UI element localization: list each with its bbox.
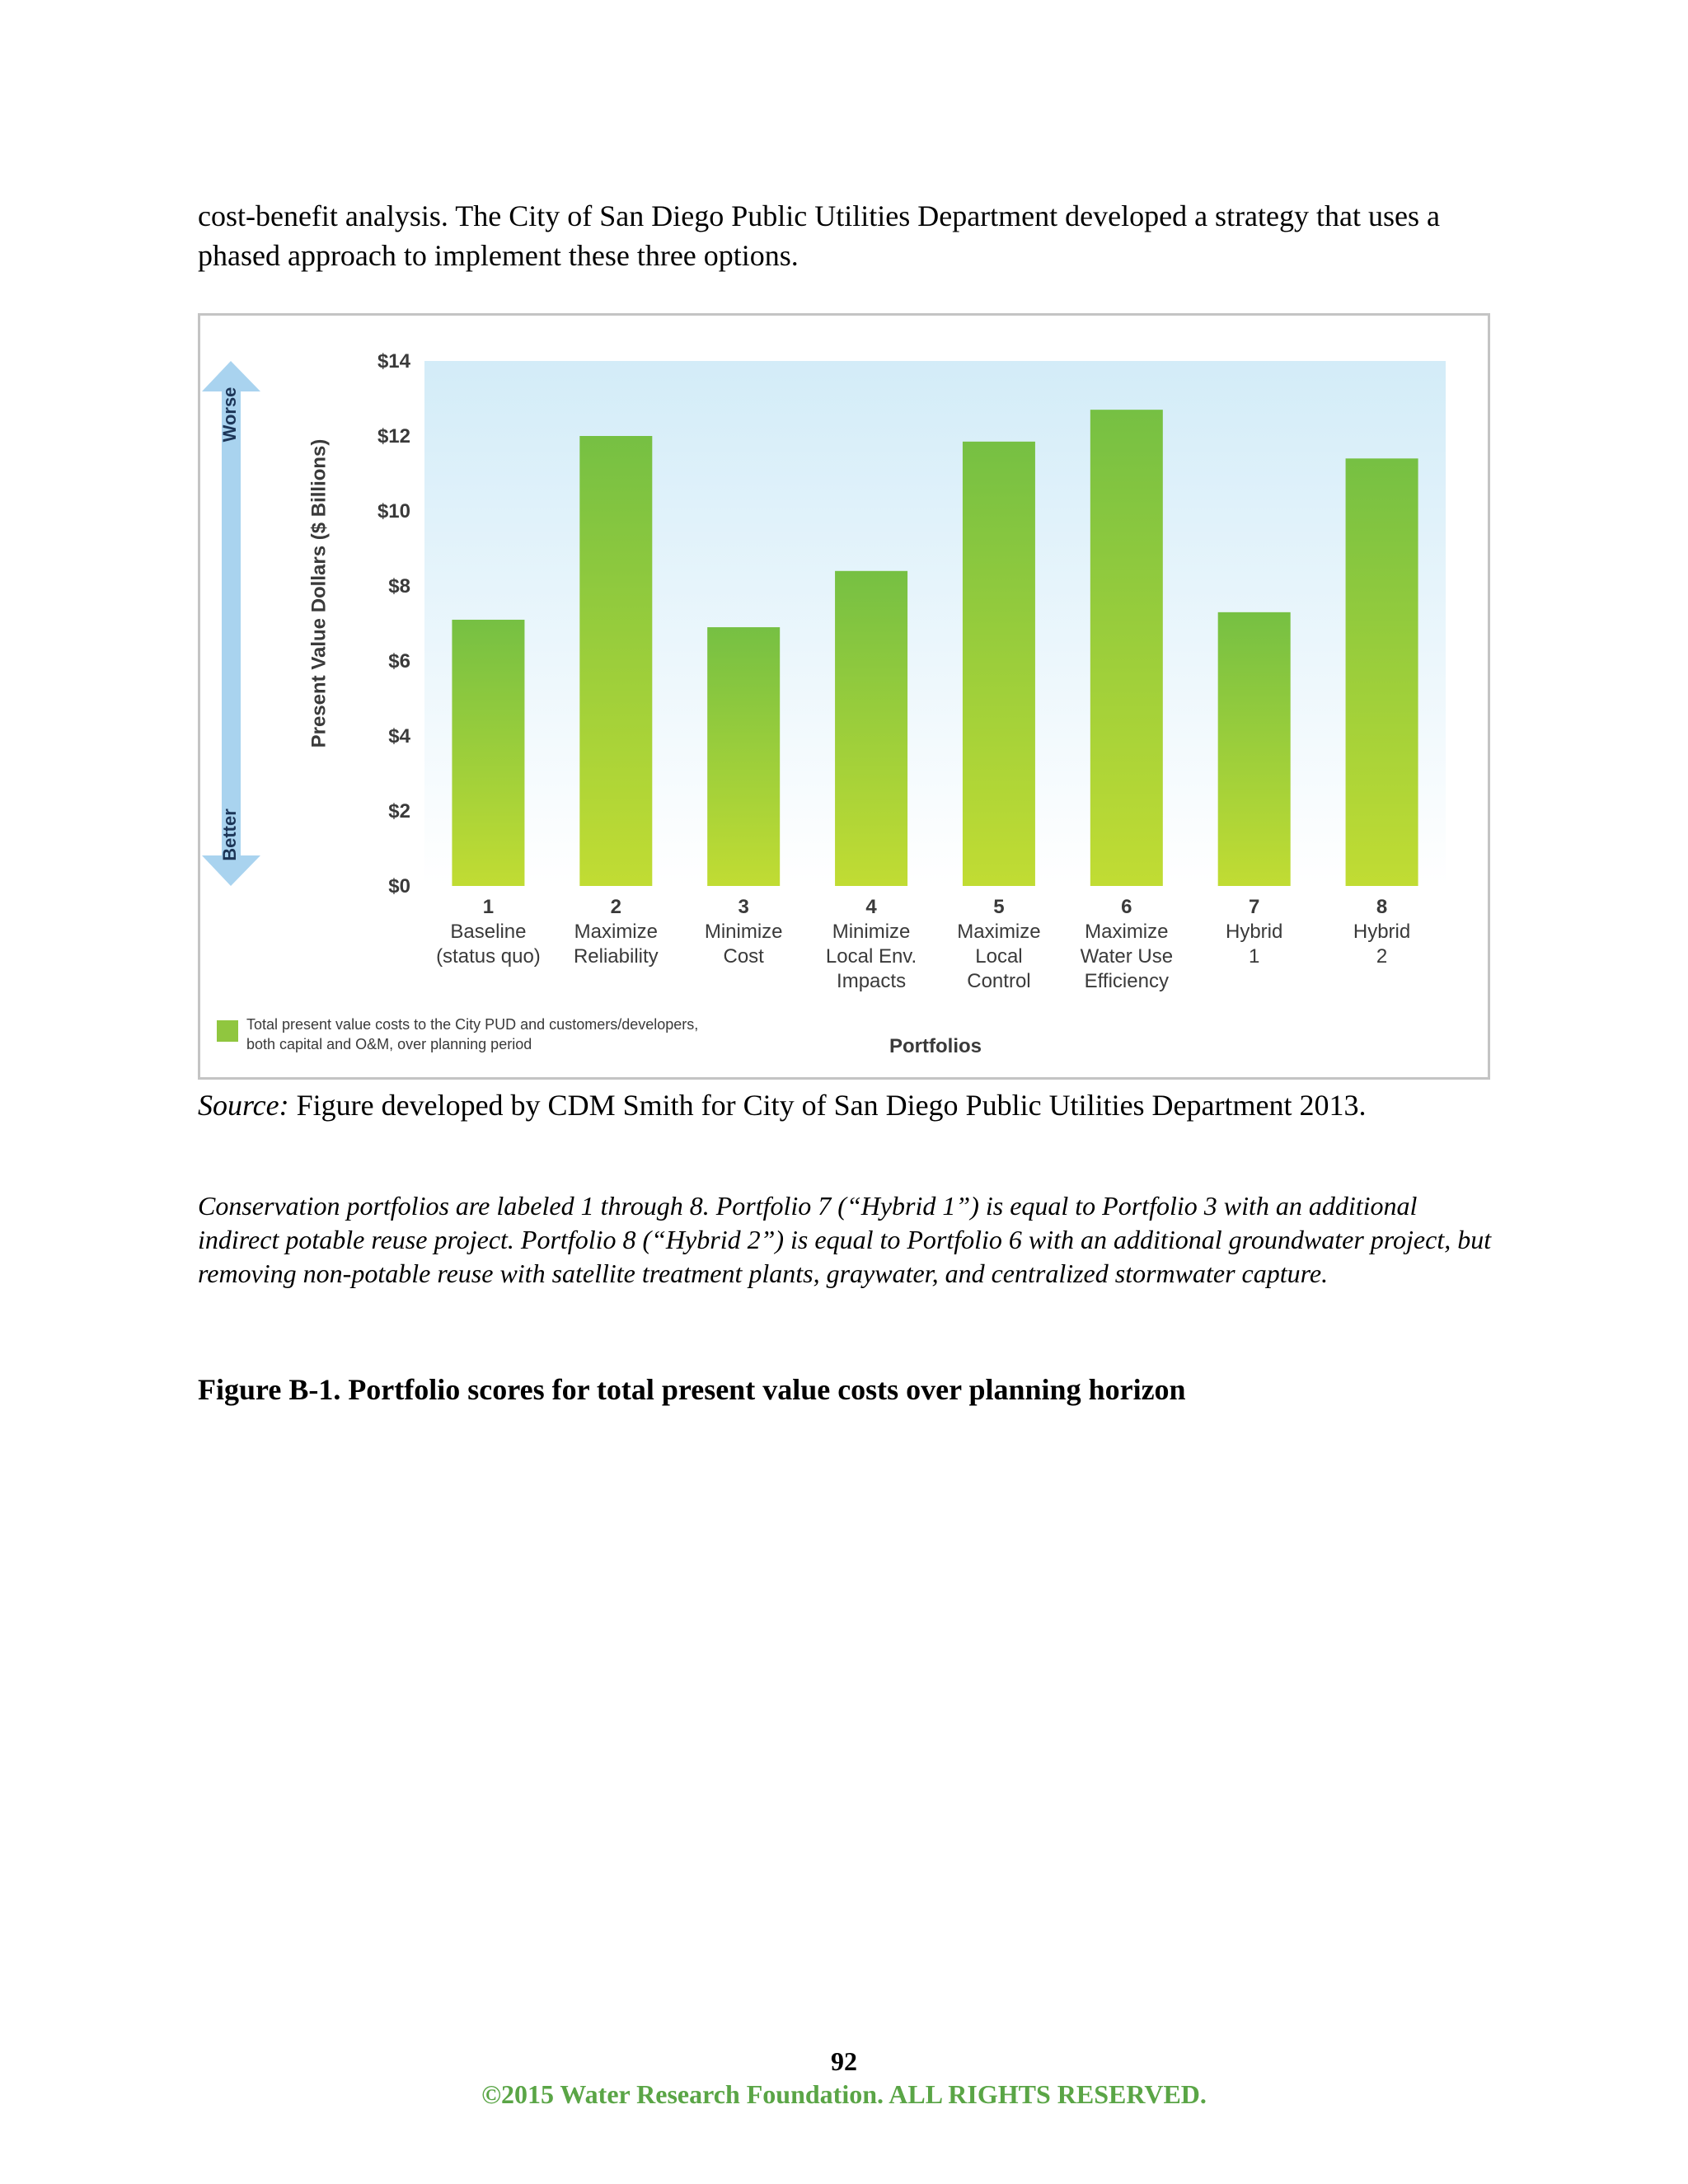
- plot-area: [424, 361, 1446, 886]
- y-tick-label: $10: [377, 500, 410, 523]
- category-label-line: Minimize: [704, 921, 783, 943]
- y-tick-label: $8: [388, 575, 410, 598]
- category-label-line: Cost: [723, 945, 764, 968]
- category-label-line: Maximize: [574, 921, 658, 943]
- y-tick-label: $6: [388, 650, 410, 673]
- category-number: 4: [865, 896, 877, 918]
- source-label: Source:: [198, 1089, 289, 1122]
- bar: [452, 620, 524, 886]
- worse-better-arrow: [202, 361, 260, 886]
- category-number: 2: [610, 896, 621, 918]
- source-text: Figure developed by CDM Smith for City of San Diego Public Utilities Department 2013.: [288, 1089, 1367, 1122]
- category-number: 6: [1121, 896, 1132, 918]
- category-label-line: Local: [975, 945, 1023, 968]
- portfolio-cost-chart: [200, 316, 1488, 1077]
- y-tick-label: $14: [377, 350, 410, 373]
- figure-source: [198, 1086, 1500, 1124]
- category-number: 8: [1376, 896, 1388, 918]
- category-label-line: Minimize: [832, 921, 911, 943]
- category-label: [574, 896, 659, 968]
- bar: [1346, 458, 1418, 886]
- category-number: 7: [1249, 896, 1260, 918]
- category-label-line: 2: [1376, 945, 1388, 968]
- page-number: 92: [831, 2046, 857, 2076]
- y-tick-label: $4: [388, 725, 410, 748]
- category-label-line: Local Env.: [825, 945, 917, 968]
- category-label: [705, 896, 783, 968]
- y-tick-label: $0: [388, 875, 410, 898]
- category-label: [1226, 896, 1282, 968]
- bar: [1218, 612, 1291, 886]
- category-label-line: Maximize: [1085, 921, 1169, 943]
- bar: [963, 442, 1035, 886]
- bar: [835, 571, 907, 886]
- category-label-line: Hybrid: [1353, 921, 1411, 943]
- category-label: [1081, 896, 1173, 992]
- category-label-line: Water Use: [1080, 945, 1174, 968]
- category-number: 1: [482, 896, 495, 918]
- x-axis-label: Portfolios: [889, 1035, 982, 1057]
- category-label-line: Hybrid: [1226, 921, 1283, 943]
- category-label-line: Reliability: [573, 945, 659, 968]
- y-axis-ticks: [377, 350, 411, 898]
- bar: [579, 436, 652, 886]
- figure-note: Conservation portfolios are labeled 1 through 8. Portfolio 7 (“Hybrid 1”) is equal to Portfolio 3 with an additional indirect potable reuse project. Portfolio 8 (“Hybrid 2”) is equal to Portfolio 6 with an additional groundwater project, but removing non-potable reuse with satellite treatment plants, graywater, and centralized stormwater capture.: [198, 1191, 1492, 1288]
- category-label-line: Impacts: [837, 970, 907, 992]
- intro-paragraph: cost-benefit analysis. The City of San Diego Public Utilities Department developed a strategy that uses a phased approach to implement these three options.: [198, 199, 1440, 272]
- y-axis-label: Present Value Dollars ($ Billions): [307, 438, 331, 748]
- category-label: [957, 896, 1040, 992]
- legend-line-2: both capital and O&M, over planning period: [246, 1036, 532, 1052]
- legend-line-1: Total present value costs to the City PUD and customers/developers,: [246, 1016, 699, 1033]
- copyright-footer: ©2015 Water Research Foundation. ALL RIGHTS RESERVED.: [481, 2079, 1207, 2109]
- category-label-line: 1: [1249, 945, 1260, 968]
- category-label-line: Baseline: [450, 921, 527, 943]
- arrow-label-better: Better: [218, 808, 240, 861]
- bar: [707, 627, 780, 886]
- category-number: 5: [993, 896, 1005, 918]
- x-axis-category-labels: [436, 896, 1410, 992]
- category-label: [826, 896, 917, 992]
- category-label: [1353, 896, 1410, 968]
- arrow-head-up: [202, 361, 260, 391]
- category-label: [436, 896, 541, 968]
- figure-caption: Figure B-1. Portfolio scores for total present value costs over planning horizon: [198, 1373, 1186, 1406]
- category-label-line: Maximize: [957, 921, 1041, 943]
- category-label-line: (status quo): [436, 945, 541, 968]
- category-label-line: Control: [967, 970, 1031, 992]
- y-tick-label: $12: [377, 425, 410, 448]
- arrow-label-worse: Worse: [218, 387, 240, 443]
- bar: [1090, 410, 1163, 886]
- legend-swatch: [217, 1020, 238, 1042]
- arrow-shaft: [222, 380, 241, 861]
- category-number: 3: [738, 896, 749, 918]
- y-tick-label: $2: [388, 800, 410, 823]
- figure-frame: [198, 313, 1490, 1080]
- category-label-line: Efficiency: [1084, 970, 1169, 992]
